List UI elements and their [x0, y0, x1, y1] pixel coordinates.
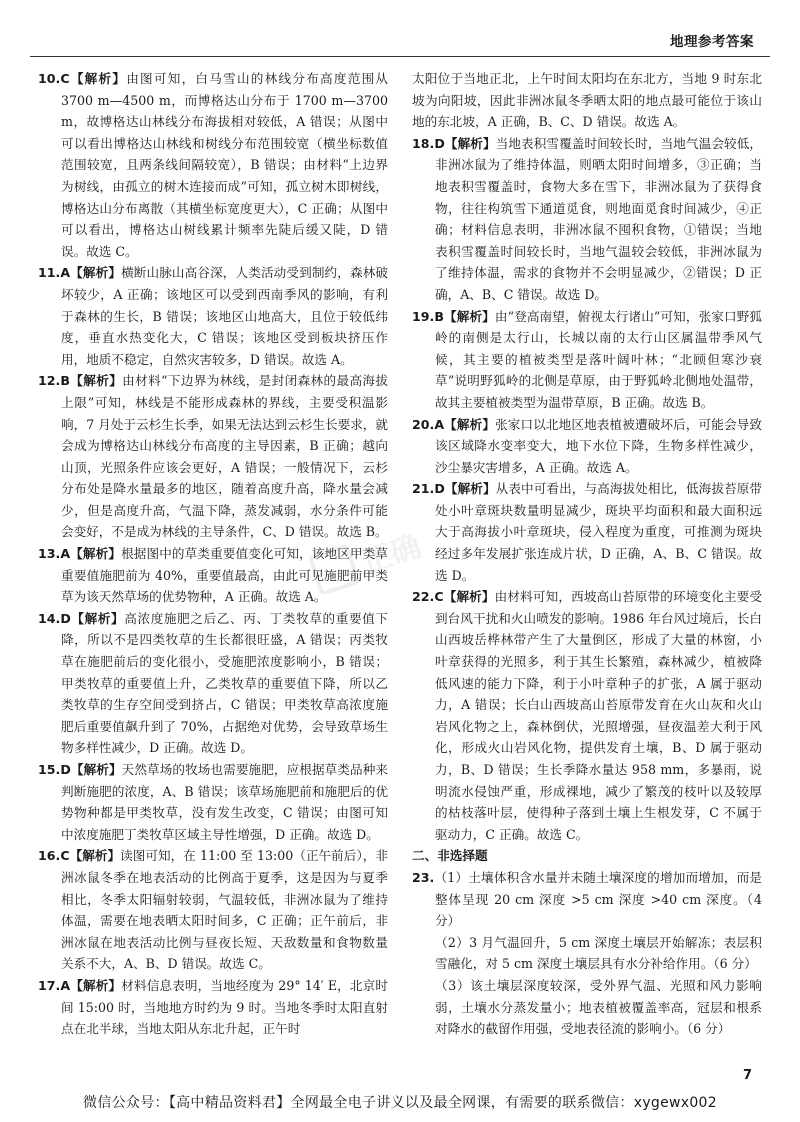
answer-18: 18.D【解析】当地表积雪覆盖时间较长时，当地气温会较低，非洲冰鼠为了维持体温，则晒太阳时间增多，③正确；当地表积雪覆盖时，食物大多在雪下，非洲冰鼠为了获得食物，往往构筑雪下通道觅食，则地面觅食时间减少，④正确；材料信息表明，非洲冰鼠不囤积食物，①错误；当地表积雪覆盖时间较长时，当地气温较会较低，非洲冰鼠为了维持体温，需求的食物并不会明显减少，②错误；D 正确，A、B、C 错误。故选 D。: [412, 135, 763, 302]
answer-22: 22.C【解析】由材料可知，西坡高山苔原带的环境变化主要受到台风干扰和火山喷发的影响。1986 年台风过境后，长白山西坡岳桦林带产生了大量倒区，形成了大量的林窗，小叶章获得的光照多，利于其生长繁殖，森林减少，植被降低风速的能力下降，利于小叶章种子的扩张，A 属于驱动力，A 错误；长白山西坡高山苔原带发育在火山灰和火山岩风化物之上，森林倒伏，光照增强，昼夜温差大利于风化，形成火山岩风化物，提供发育土壤，B、D 属于驱动力，B、D 错误；生长季降水量达 958 mm，多暴雨，说明流水侵蚀严重，形成裸地，减少了繁茂的枝叶以及较厚的枯枝落叶层，使得种子落到土壤上生根发芽，C 不属于驱动力，C 正确。故选 C。: [412, 589, 763, 842]
header-divider: [30, 56, 770, 57]
answer-12: 12.B【解析】由材料“下边界为林线，是封闭森林的最高海拔上限”可知，林线是不能形成森林的界线，主要受积温影响，7 月处于云杉生长季，如果无法达到云杉生长要求，就会成为博格达山林线分布高度的主导因素，B 正确；越向山顶，光照条件应该会更好，A 错误；一般情况下，云杉分布处是降水量最多的地区，随着高度升高，降水量会减少，但是高度升高，气温下降，蒸发减弱，水分条件可能会变好，不是成为林线的主导条件，C、D 错误。故选 B。: [38, 373, 388, 540]
page-header-title: 地理参考答案: [670, 34, 754, 50]
answer-11: 11.A【解析】横断山脉山高谷深，人类活动受到制约，森林破坏较少，A 正确；该地区可以受到西南季风的影响，有利于森林的生长，B 错误；该地区山地高大，且位于较低纬度，垂直水热变化大，C 错误；该地区受到板块挤压作用，地质不稳定，自然灾害较多，D 错误。故选 A。: [38, 265, 389, 367]
answer-columns: [38, 68, 762, 1040]
answer-16: 16.C【解析】读图可知，在 11:00 至 13:00（正午前后），非洲冰鼠冬季在地表活动的比例高于夏季，这是因为与夏季相比，冬季太阳辐射较弱，气温较低，非洲冰鼠为了维持体温，需要在地表晒太阳时间多，C 正确；正午前后，非洲冰鼠在地表活动比例与昼夜长短、天敌数量和食物数量关系不大，A、B、D 错误。故选 C。: [38, 848, 388, 972]
answer-14: 14.D【解析】高浓度施肥之后乙、丙、丁类牧草的重要值下降，所以不是四类牧草的生长都很旺盛，A 错误；丙类牧草在施肥前后的变化很小，受施肥浓度影响小，B 错误；甲类牧草的重要值上升，乙类牧草的重要值下降，所以乙类牧草的生存空间受到挤占，C 错误；甲类牧草高浓度施肥后重要值飙升到了 70%，占据绝对优势，会导致草场生物多样性减少，D 正确。故选 D。: [38, 610, 389, 756]
footer-promo-text: 微信公众号：【高中精品资料君】全网最全电子讲义以及最全网课，有需要的联系微信：xygewx002: [83, 1095, 717, 1111]
answer-13: 13.A【解析】根据图中的草类重要值变化可知，该地区甲类草重要值施肥前为 40%，重要值最高，由此可见施肥前甲类草为该天然草场的优势物种，A 正确。故选 A。: [38, 546, 389, 605]
answer-19: 19.B【解析】由“登高南望，俯视太行诸山”可知，张家口野狐岭的南侧是太行山，长城以南的太行山区属温带季风气候，其主要的植被类型是落叶阔叶林；“北顾但寒沙衰草”说明野狐岭的北侧是草原，由于野狐岭北侧地处温带，故其主要植被类型为温带草原，B 正确。故选 B。: [412, 308, 762, 410]
answer-10: 10.C【解析】由图可知，白马雪山的林线分布高度范围从 3700 m—4500 m，而博格达山分布于 1700 m—3700 m，故博格达山林线分布海拔相对较低，A 错误；从图中可以看出博格达山林线和树线分布范围较宽（横坐标数值范围较宽，且两条线间隔较宽），B 错误；由材料“上边界为树线，由孤立的树木连接而成”可知，孤立树木即树线，博格达山分布离散（其横坐标宽度更大），C 正确；从图中可以看出，博格达山树线累计频率先陡后缓又陡，D 错误。故选 C。: [38, 71, 389, 259]
section-title-non-choice: 二、非选择题: [412, 848, 488, 864]
right-column: [412, 68, 762, 1040]
answer-15: 15.D【解析】天然草场的牧场也需要施肥，应根据草类品种来判断施肥的浓度，A、B 错误；该草场施肥前和施肥后的优势物种都是甲类牧草，没有发生改变，C 错误；由图可知中浓度施肥丁类牧草区域主导性增强，D 正确。故选 D。: [38, 762, 389, 842]
answer-17: 17.A【解析】材料信息表明，当地经度为 29° 14′ E，北京时间 15:00 时，当地地方时约为 9 时。当地冬季时太阳直射点在北半球，当地太阳从东北升起，正午时: [38, 977, 388, 1037]
answer-23-part-2: （2）3 月气温回升，5 cm 深度土壤层开始解冻；表层积雪融化，对 5 cm 深度土壤层具有水分补给作用。（6 分）: [435, 934, 762, 972]
left-column: [38, 68, 388, 1040]
answer-23-part-3: （3）该土壤层深度较深，受外界气温、光照和风力影响弱，土壤水分蒸发量小；地表植被覆盖率高，冠层和根系对降水的截留作用强，受地表径流的影响小。（6 分）: [435, 977, 762, 1037]
page-number: 7: [742, 1068, 752, 1083]
watermark-text: 正确: [357, 528, 426, 581]
answer-21: 21.D【解析】从表中可看出，与高海拔处相比，低海拔苔原带处小叶章斑块数量明显减少，斑块平均面积和最大面积远大于高海拔小叶章斑块，侵入程度为重度，可推测为斑块经过多年发展扩张连成片状，D 正确，A、B、C 错误。故选 D。: [412, 481, 763, 583]
answer-20: 20.A【解析】张家口以北地区地表植被遭破坏后，可能会导致该区域降水变率变大，地下水位下降，生物多样性减少，沙尘暴灾害增多，A 正确。故选 A。: [412, 416, 763, 475]
answer-17-continued: 太阳位于当地正北，上午时间太阳均在东北方，当地 9 时东北坡为向阳坡，因此非洲冰鼠冬季晒太阳的地点最可能位于该山地的东北坡，A 正确，B、C、D 错误。故选 A。: [412, 71, 762, 130]
answer-23-part-1: 23.（1）土壤体积含水量并未随土壤深度的增加而增加，而是整体呈现 20 cm 深度 >5 cm 深度 >40 cm 深度。（4 分）: [412, 869, 762, 929]
